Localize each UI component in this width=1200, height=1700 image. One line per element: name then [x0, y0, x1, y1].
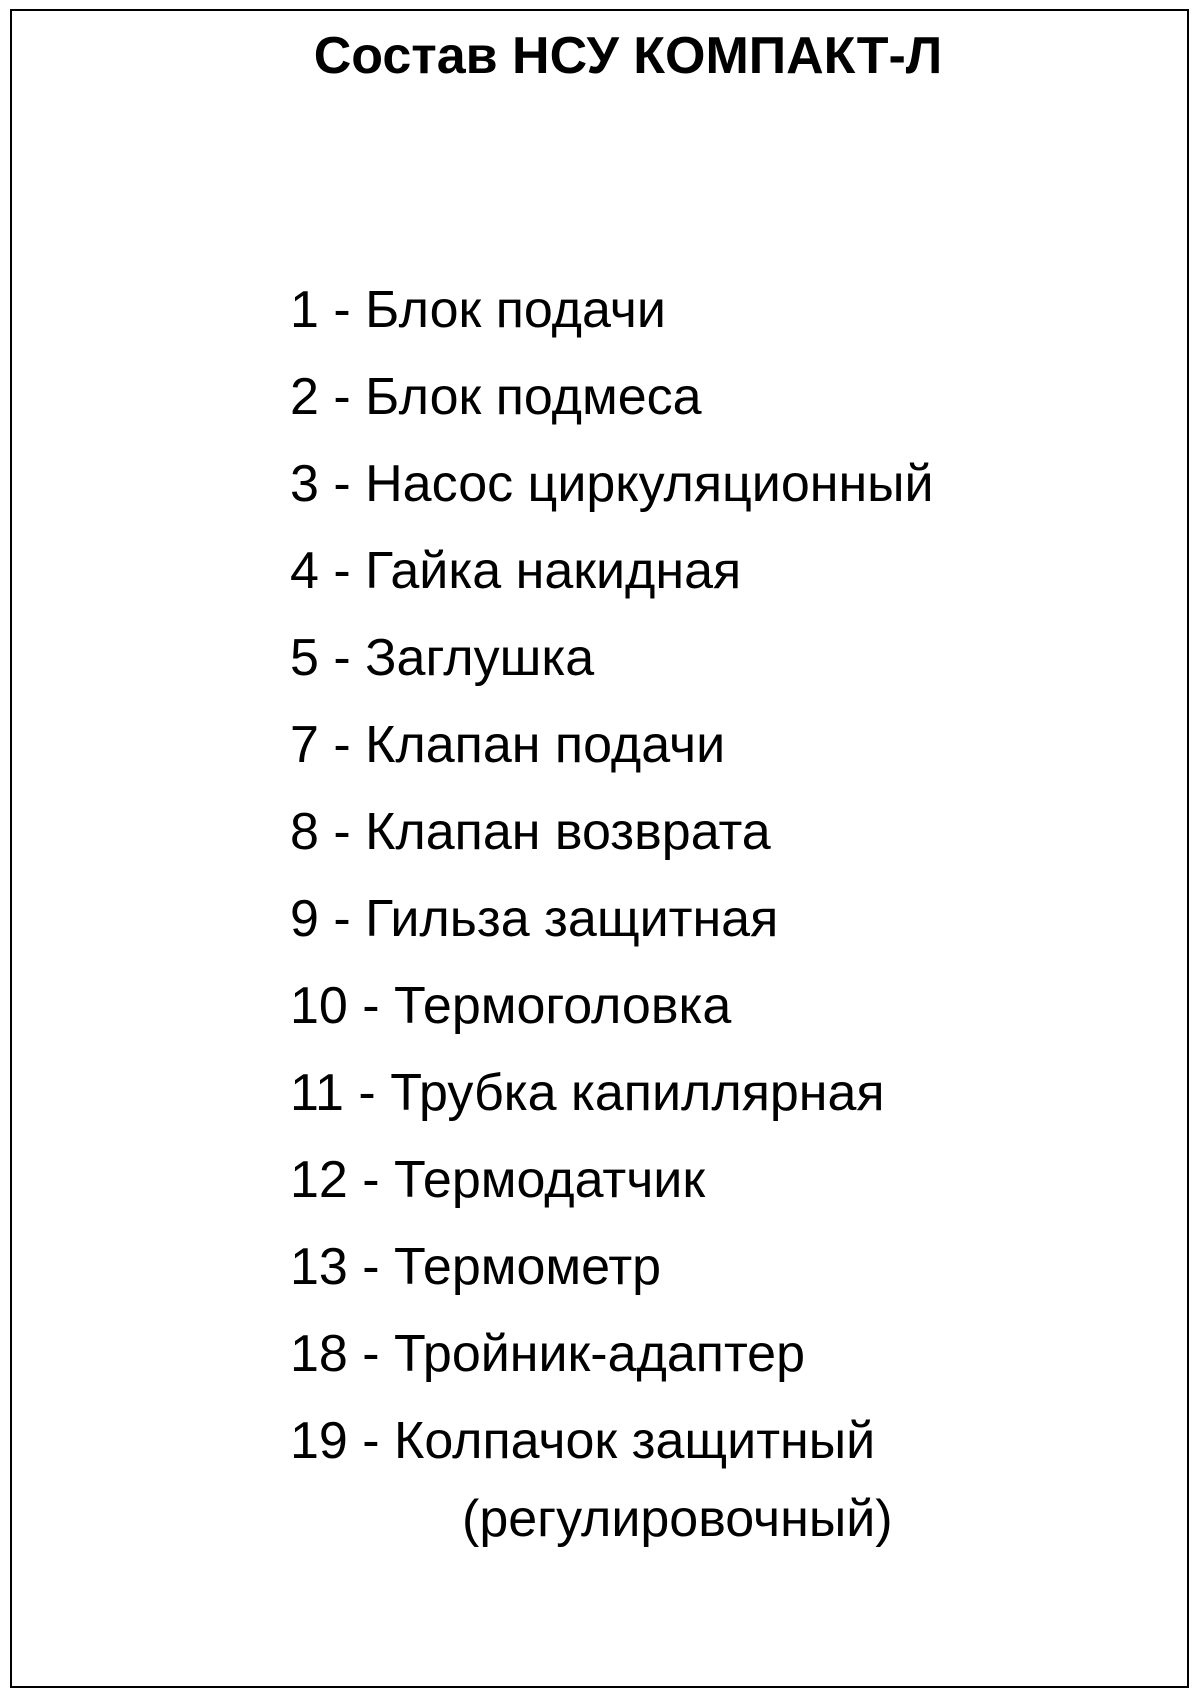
list-item: 7 - Клапан подачи: [290, 716, 726, 774]
list-item: 3 - Насос циркуляционный: [290, 455, 934, 513]
components-list: [290, 267, 934, 1485]
list-item: 12 - Термодатчик: [290, 1151, 706, 1209]
list-item-continuation: (регулировочный): [462, 1490, 893, 1548]
list-item: 18 - Тройник-адаптер: [290, 1325, 806, 1383]
list-item: 11 - Трубка капиллярная: [290, 1064, 885, 1122]
list-item: 13 - Термометр: [290, 1238, 662, 1296]
list-item: 8 - Клапан возврата: [290, 803, 771, 861]
list-item: 19 - Колпачок защитный: [290, 1412, 876, 1470]
list-item: 5 - Заглушка: [290, 629, 595, 687]
list-item: 9 - Гильза защитная: [290, 890, 779, 948]
list-item: 10 - Термоголовка: [290, 977, 732, 1035]
document-title: Состав НСУ КОМПАКТ-Л: [313, 27, 943, 85]
list-item: 1 - Блок подачи: [290, 281, 666, 339]
list-item: 2 - Блок подмеса: [290, 368, 702, 426]
list-item: 4 - Гайка накидная: [290, 542, 742, 600]
